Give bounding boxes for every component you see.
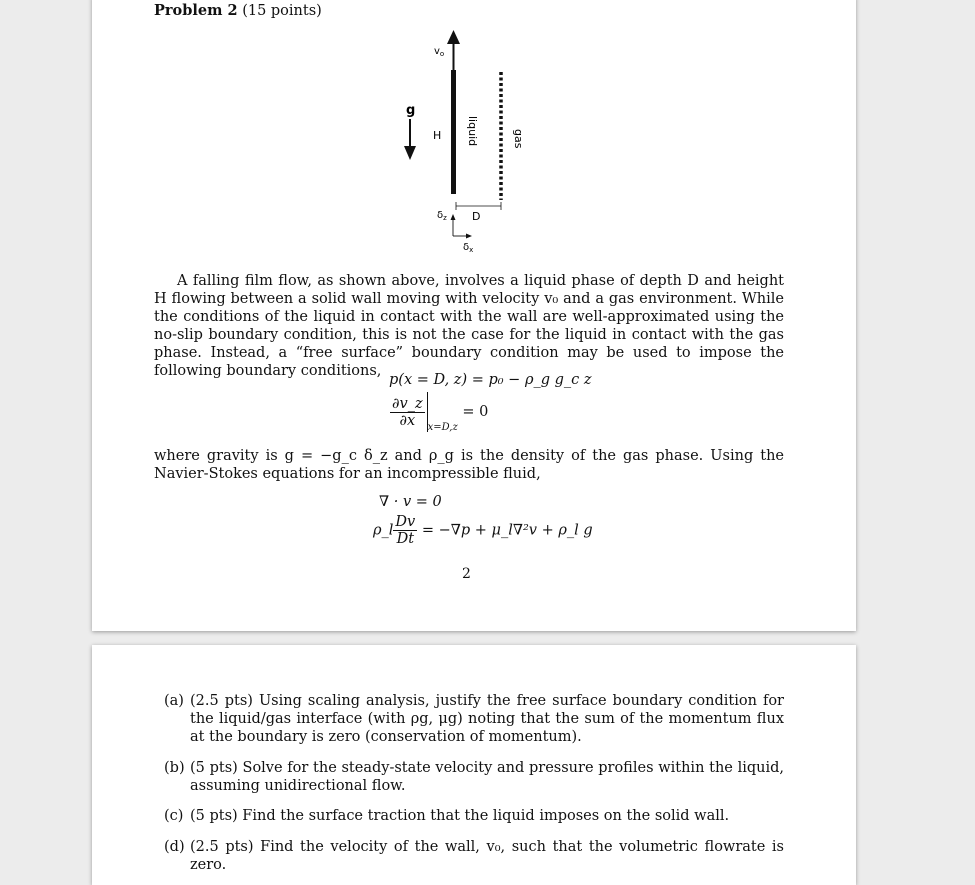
question-a-label: (a) bbox=[164, 693, 184, 709]
momentum-rhs: = −∇p + μ_l∇²v + ρ_l g bbox=[421, 522, 593, 539]
derivative-rhs: = 0 bbox=[462, 404, 489, 420]
question-c-label: (c) bbox=[164, 808, 184, 824]
derivative-denominator: ∂x bbox=[399, 412, 416, 429]
document-page-2 bbox=[92, 645, 856, 885]
question-a-text: (2.5 pts) Using scaling analysis, justify the free surface boundary condition for the liquid/gas interface (with ρg, μg) noting that the sum of the momentum flux at the boundary is zero (conservation of momentum). bbox=[190, 693, 784, 745]
height-label: H bbox=[433, 129, 442, 142]
continuity-equation: ∇ · v = 0 bbox=[379, 494, 442, 510]
momentum-denominator: Dt bbox=[396, 531, 415, 547]
problem-heading bbox=[154, 2, 322, 20]
velocity-label: $v_o$ bbox=[434, 46, 445, 58]
question-a bbox=[164, 692, 784, 746]
solid-wall bbox=[451, 70, 456, 194]
document-page-1 bbox=[92, 0, 856, 631]
question-d-label: (d) bbox=[164, 839, 185, 855]
problem-points: (15 points) bbox=[242, 3, 322, 19]
falling-film-figure bbox=[392, 26, 562, 256]
z-axis-label: $\delta_z$ bbox=[437, 210, 447, 222]
depth-label: D bbox=[472, 210, 481, 223]
gas-label: gas bbox=[512, 129, 525, 149]
z-axis-arrowhead bbox=[451, 214, 456, 220]
gravity-arrowhead bbox=[404, 146, 416, 160]
gravity-label: g bbox=[406, 103, 416, 118]
material-derivative-fraction bbox=[393, 514, 417, 547]
derivative-evaluation-point: x=D,z bbox=[427, 422, 458, 433]
gravity-paragraph: where gravity is g = −g_c δ_z and ρ_g is the density of the gas phase. Using the Navier-Stokes equations for an incompressible fluid, bbox=[154, 448, 784, 482]
question-c-text: (5 pts) Find the surface traction that the liquid imposes on the solid wall. bbox=[190, 808, 730, 824]
pressure-bc-equation: p(x = D, z) = p₀ − ρ_g g_c z bbox=[389, 372, 592, 388]
question-d-text: (2.5 pts) Find the velocity of the wall, v₀, such that the volumetric flowrate is zero. bbox=[190, 839, 784, 873]
question-c bbox=[164, 807, 784, 825]
question-b-label: (b) bbox=[164, 760, 185, 776]
velocity-derivative-fraction bbox=[390, 396, 425, 429]
velocity-arrowhead bbox=[447, 30, 460, 44]
intro-paragraph: A falling film flow, as shown above, involves a liquid phase of depth D and height H flowing between a solid wall moving with velocity v₀ and a gas environment. While the conditions of the liquid in contact with the wall are well-approximated using the no-slip boundary condition, this is not the case for the liquid in contact with the gas phase. Instead, a “free surface” boundary condition may be used to impose the following boundary conditions, bbox=[154, 273, 784, 379]
x-axis-label: $\delta_x$ bbox=[463, 242, 474, 254]
momentum-numerator: Dv bbox=[395, 514, 416, 530]
page-number: 2 bbox=[462, 566, 471, 582]
question-b bbox=[164, 759, 784, 795]
momentum-prefix: ρ_l bbox=[373, 522, 394, 539]
liquid-label: liquid bbox=[466, 116, 479, 147]
derivative-numerator: ∂v_z bbox=[392, 395, 423, 412]
velocity-bc-equation bbox=[390, 392, 488, 432]
question-b-text: (5 pts) Solve for the steady-state velocity and pressure profiles within the liquid, assuming unidirectional flow. bbox=[190, 760, 784, 794]
x-axis-arrowhead bbox=[466, 234, 472, 239]
problem-title: Problem 2 bbox=[154, 2, 238, 19]
question-d bbox=[164, 838, 784, 874]
momentum-equation bbox=[373, 514, 593, 547]
